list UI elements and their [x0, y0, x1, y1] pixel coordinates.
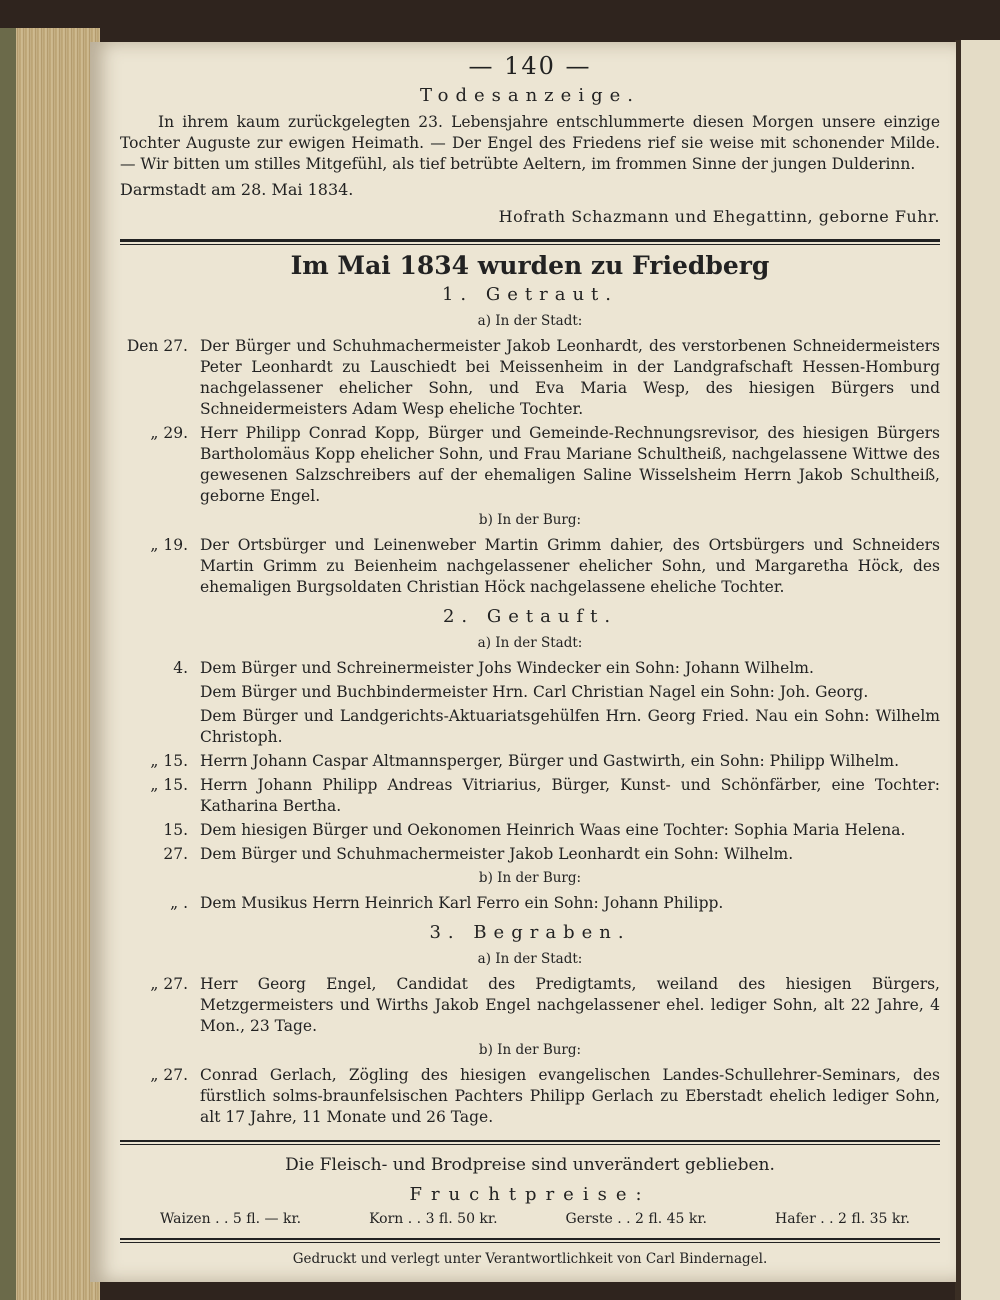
entry-text: Conrad Gerlach, Zögling des hiesigen evangelischen Landes-Schullehrer-Seminars, des fürstlich solms-braunfelsischen Pachters Philipp Gerlach zu Eberstadt ehelich lediger Sohn, alt 17 Jahre, 11 Monate und 26 Tage. [200, 1066, 940, 1126]
entry-text: Herrn Johann Caspar Altmannsperger, Bürger und Gastwirth, ein Sohn: Philipp Wilhelm. [200, 752, 900, 770]
main-title: Im Mai 1834 wurden zu Friedberg [290, 251, 770, 280]
bread-price-note: Die Fleisch- und Brodpreise sind unverändert geblieben. [285, 1155, 775, 1175]
entry-date: 15. [163, 821, 188, 839]
death-notice-heading: Todesanzeige. [420, 85, 640, 106]
fruit-prices-heading: Fruchtpreise: [409, 1184, 651, 1205]
entry-text: Dem Bürger und Schuhmachermeister Jakob Leonhardt ein Sohn: Wilhelm. [200, 845, 794, 863]
married-burg-list [120, 535, 940, 598]
baptized-stadt-list [120, 658, 940, 865]
divider-rule [120, 239, 940, 245]
list-item [120, 682, 940, 703]
entry-date: „ 27. [150, 1066, 188, 1084]
buried-burg-list [120, 1065, 940, 1128]
list-item [120, 775, 940, 817]
page-number: — 140 — [468, 52, 592, 80]
entry-text: Herrn Johann Philipp Andreas Vitriarius, Bürger, Kunst- und Schönfärber, eine Tochter: Katharina Bertha. [200, 776, 940, 815]
list-item [120, 1065, 940, 1128]
entry-text: Dem Bürger und Schreinermeister Johs Windecker ein Sohn: Johann Wilhelm. [200, 659, 814, 677]
entry-text: Dem hiesigen Bürger und Oekonomen Heinrich Waas eine Tochter: Sophia Maria Helena. [200, 821, 906, 839]
list-item [120, 658, 940, 679]
baptized-stadt-label: a) In der Stadt: [477, 635, 583, 651]
imprint-footer: Gedruckt und verlegt unter Verantwortlichkeit von Carl Bindernagel. [292, 1251, 768, 1267]
list-item [120, 820, 940, 841]
death-notice-text: In ihrem kaum zurückgelegten 23. Lebensjahre entschlummerte diesen Morgen unsere einzige Tochter Auguste zur ewigen Heimath. — Der Engel des Friedens rief sie weise mit schonender Milde. — Wir bitten um stilles Mitgefühl, als tief betrübte Aeltern, im frommen Sinne der jungen Dulderinn. [120, 113, 940, 173]
book-cover-edge [0, 28, 16, 1300]
entry-date: „ 15. [150, 776, 188, 794]
entry-date: „ . [170, 894, 188, 912]
book-page-edge-right [955, 40, 1000, 1300]
price-item: Waizen . . 5 fl. — kr. [160, 1211, 302, 1227]
list-item [120, 974, 940, 1037]
married-heading: 1. Getraut. [441, 284, 619, 305]
baptized-burg-list [120, 893, 940, 914]
entry-date: „ 27. [150, 975, 188, 993]
divider-rule [120, 1238, 940, 1243]
married-stadt-list [120, 336, 940, 507]
buried-stadt-label: a) In der Stadt: [477, 951, 583, 967]
divider-rule [120, 1140, 940, 1145]
death-notice-place-date: Darmstadt am 28. Mai 1834. [120, 180, 354, 199]
fruit-prices-row [120, 1209, 940, 1230]
entry-text: Der Bürger und Schuhmachermeister Jakob Leonhardt, des verstorbenen Schneidermeisters Peter Leonhardt zu Lauschiedt bei Meissenheim in der Landgrafschaft Hessen-Homburg nachgelassener ehelicher Sohn, und Eva Maria Wesp, des hiesigen Bürgers und Schneidermeisters Adam Wesp eheliche Tochter. [200, 337, 940, 418]
entry-date [120, 682, 200, 703]
married-stadt-label: a) In der Stadt: [477, 313, 583, 329]
price-item: Gerste . . 2 fl. 45 kr. [565, 1211, 708, 1227]
list-item [120, 336, 940, 420]
price-item: Korn . . 3 fl. 50 kr. [369, 1211, 498, 1227]
baptized-heading: 2. Getauft. [442, 606, 618, 627]
entry-date: „ 15. [150, 752, 188, 770]
entry-date: „ 29. [150, 424, 188, 442]
entry-text: Der Ortsbürger und Leinenweber Martin Grimm dahier, des Ortsbürgers und Schneiders Martin Grimm zu Beienheim nachgelassener ehelicher Sohn, und Margaretha Höck, des ehemaligen Burgsoldaten Christian Höck nachgelassene eheliche Tochter. [200, 536, 940, 596]
price-item: Hafer . . 2 fl. 35 kr. [775, 1211, 910, 1227]
list-item [120, 893, 940, 914]
entry-date: 27. [163, 845, 188, 863]
entry-text: Herr Philipp Conrad Kopp, Bürger und Gemeinde-Rechnungsrevisor, des hiesigen Bürgers Bartholomäus Kopp ehelicher Sohn, und Frau Mariane Schultheiß, nachgelassene Wittwe des gewesenen Salzschreibers auf der ehemaligen Saline Wisselsheim Herrn Jakob Schultheiß, geborne Engel. [200, 424, 940, 505]
list-item [120, 535, 940, 598]
entry-text: Herr Georg Engel, Candidat des Predigtamts, weiland des hiesigen Bürgers, Metzgermeisters und Wirths Jakob Engel nachgelassener ehel. lediger Sohn, alt 22 Jahre, 4 Mon., 23 Tage. [200, 975, 940, 1035]
entry-text: Dem Bürger und Landgerichts-Aktuariatsgehülfen Hrn. Georg Fried. Nau ein Sohn: Wilhelm Christoph. [200, 707, 940, 746]
page-content [120, 52, 940, 1270]
list-item [120, 423, 940, 507]
entry-date: Den 27. [126, 337, 188, 355]
buried-stadt-list [120, 974, 940, 1037]
entry-text: Dem Musikus Herrn Heinrich Karl Ferro ein Sohn: Johann Philipp. [200, 894, 724, 912]
baptized-burg-label: b) In der Burg: [478, 870, 582, 886]
buried-burg-label: b) In der Burg: [478, 1042, 582, 1058]
entry-date: „ 19. [150, 536, 188, 554]
buried-heading: 3. Begraben. [429, 922, 631, 943]
entry-text: Dem Bürger und Buchbindermeister Hrn. Carl Christian Nagel ein Sohn: Joh. Georg. [200, 683, 869, 701]
newspaper-page [90, 42, 956, 1282]
married-burg-label: b) In der Burg: [478, 512, 582, 528]
entry-date [120, 706, 200, 748]
entry-date: 4. [173, 659, 188, 677]
list-item [120, 751, 940, 772]
list-item [120, 706, 940, 748]
death-notice-signature: Hofrath Schazmann und Ehegattinn, geborne Fuhr. [498, 207, 940, 226]
list-item [120, 844, 940, 865]
